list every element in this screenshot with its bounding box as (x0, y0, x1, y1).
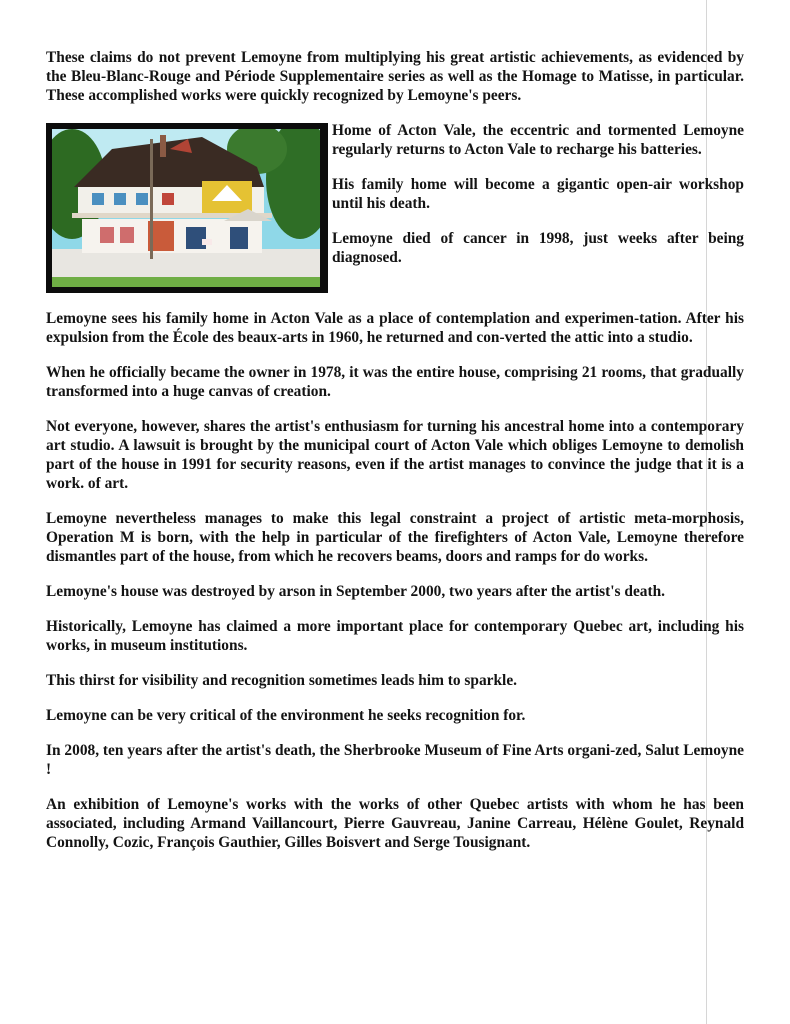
grass (52, 277, 320, 287)
window (186, 227, 206, 249)
figure-side-text (332, 121, 744, 293)
paragraph-exhibition: An exhibition of Lemoyne's works with the works of other Quebec artists with whom he has been associated, including Armand Vaillancourt, Pierre Gauvreau, Janine Carreau, Hélène Goulet, Reynald Connolly, Cozic, François Gauthier, Gilles Boisvert and Serge Tousignant. (46, 796, 744, 851)
paragraph-visibility: This thirst for visibility and recognition sometimes leads him to sparkle. (46, 672, 517, 689)
window (114, 193, 126, 205)
figure-row (46, 121, 744, 293)
window (162, 193, 174, 205)
window (100, 227, 114, 243)
window (230, 227, 248, 249)
paragraph-death: Lemoyne died of cancer in 1998, just weeks after being diagnosed. (332, 230, 744, 266)
document-page (46, 48, 744, 868)
house-photo-drawing (52, 129, 320, 287)
paragraph-salut-lemoyne: In 2008, ten years after the artist's death, the Sherbrooke Museum of Fine Arts organi-zed, Salut Lemoyne ! (46, 742, 744, 778)
paragraph-home: Home of Acton Vale, the eccentric and tormented Lemoyne regularly returns to Acton Vale to recharge his batteries. (332, 122, 744, 158)
window (120, 227, 134, 243)
utility-pole (150, 139, 153, 259)
paragraph-arson: Lemoyne's house was destroyed by arson in September 2000, two years after the artist's death. (46, 583, 666, 600)
paragraph-museums: Historically, Lemoyne has claimed a more important place for contemporary Quebec art, including his works, in museum institutions. (46, 618, 744, 654)
paragraph-critical: Lemoyne can be very critical of the environment he seeks recognition for. (46, 707, 526, 724)
window (136, 193, 148, 205)
house-photo (46, 123, 328, 293)
sign (202, 239, 212, 245)
paragraph-owner-1978: When he officially became the owner in 1978, it was the entire house, comprising 21 rooms, that gradually transformed into a huge canvas of creation. (46, 364, 744, 400)
paragraph-workshop: His family home will become a gigantic open-air workshop until his death. (332, 176, 744, 212)
paragraph-contemplation: Lemoyne sees his family home in Acton Vale as a place of contemplation and experimen-tation. After his expulsion from the École des beaux-arts in 1960, he returned and con-verted the attic into a studio. (46, 310, 744, 346)
window (92, 193, 104, 205)
chimney (160, 135, 166, 157)
paragraph-operation-m: Lemoyne nevertheless manages to make this legal constraint a project of artistic meta-morphosis, Operation M is born, with the help in particular of the firefighters of Acton Vale, Lemoyne therefore dismantles part of the house, from which he recovers beams, doors and ramps for do works. (46, 510, 744, 565)
paragraph-achievements: These claims do not prevent Lemoyne from multiplying his great artistic achievements, as evidenced by the Bleu-Blanc-Rouge and Période Supplementaire series as well as the Homage to Matisse, in particular. These accomplished works were quickly recognized by Lemoyne's peers. (46, 49, 744, 104)
paragraph-lawsuit: Not everyone, however, shares the artist's enthusiasm for turning his ancestral home into a contemporary art studio. A lawsuit is brought by the municipal court of Acton Vale which obliges Lemoyne to demolish part of the house in 1991 for security reasons, even if the artist manages to convince the judge that it is a work. of art. (46, 418, 744, 492)
